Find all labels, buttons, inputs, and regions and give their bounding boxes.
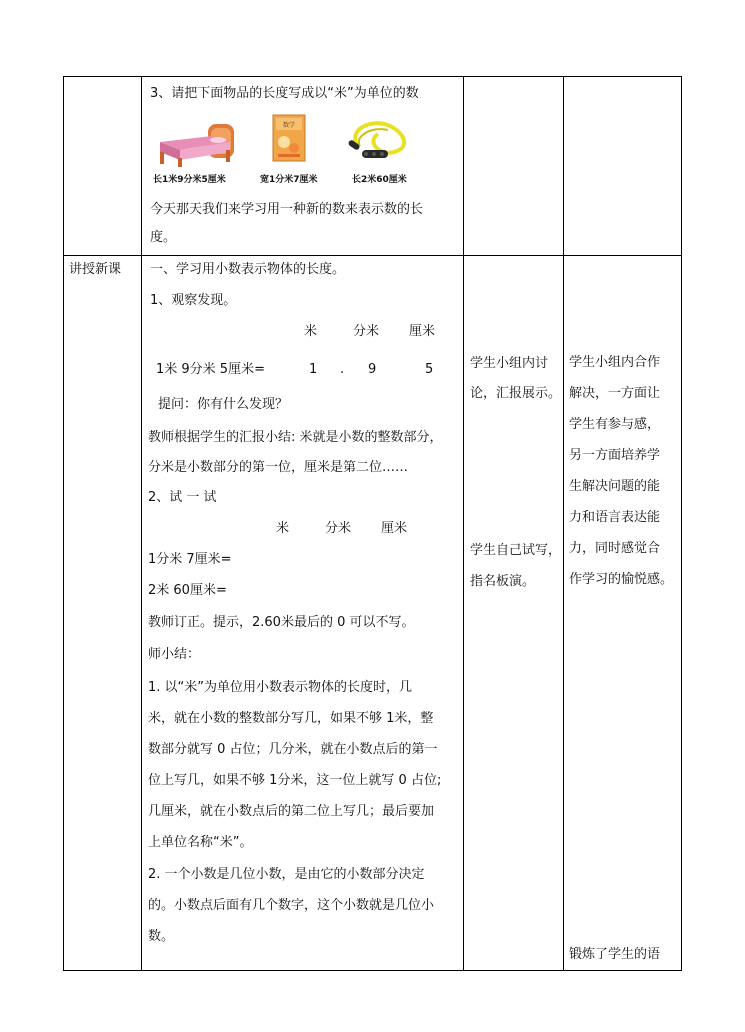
unit-header-centimeter: 厘米 — [409, 324, 436, 339]
summary-paragraph-2-line-1: 2. 一个小数是几位小数，是由它的小数部分决定 — [148, 867, 425, 882]
table-right-border — [681, 76, 682, 971]
equation-1-label: 1米 9分米 5厘米= — [156, 362, 265, 377]
correction-text: 教师订正。提示，2.60米最后的 0 可以不写。 — [148, 615, 415, 630]
summary-paragraph-1-line-4: 位上写几，如果不够 1分米，这一位上就写 0 占位; — [148, 773, 442, 788]
svg-text:数学: 数学 — [282, 122, 296, 129]
table-bottom-border — [63, 970, 682, 971]
intro-text-line1: 今天那天我们来学习用一种新的数来表示数的长 — [150, 202, 424, 217]
summary-paragraph-1-line-1: 1. 以“米”为单位用小数表示物体的长度时，几 — [148, 680, 413, 695]
book-icon — [272, 114, 306, 162]
equation-1-digit-1: 1 — [309, 362, 318, 377]
intro-question: 3、请把下面物品的长度写成以“米”为单位的数 — [150, 86, 419, 101]
table-col-divider-1 — [141, 76, 142, 971]
summary-paragraph-1-line-3: 数部分就写 0 占位；几分米，就在小数点后的第一 — [148, 742, 438, 757]
table-col-divider-2 — [463, 76, 464, 971]
unit-header-decimeter-2: 分米 — [325, 521, 352, 536]
unit-header-centimeter-2: 厘米 — [381, 521, 408, 536]
summary-paragraph-2-line-3: 数。 — [148, 929, 175, 944]
summary-line-2: 分米是小数部分的第一位，厘米是第二位…… — [148, 460, 409, 475]
sub-heading-observe: 1、观察发现。 — [150, 293, 237, 308]
equation-3: 2米 60厘米= — [148, 583, 227, 598]
book-width-label: 宽1分米7厘米 — [260, 175, 318, 185]
student-activity-2-line-2: 指名板演。 — [470, 574, 536, 589]
design-intent-line-1: 学生小组内合作 — [569, 355, 661, 370]
summary-paragraph-1-line-5: 几厘米，就在小数点后的第二位上写几；最后要加 — [148, 804, 435, 819]
summary-paragraph-1-line-2: 米，就在小数的整数部分写几，如果不够 1米，整 — [148, 711, 434, 726]
student-activity-1-line-2: 论，汇报展示。 — [470, 386, 562, 401]
equation-1-decimal-point: . — [340, 362, 345, 377]
question-text: 提问：你有什么发现？ — [158, 397, 289, 412]
student-activity-2-line-1: 学生自己试写， — [470, 543, 562, 558]
design-intent-line-5: 生解决问题的能 — [569, 479, 661, 494]
design-intent-bottom-line: 锻炼了学生的语 — [569, 947, 661, 962]
table-top-border — [63, 76, 682, 77]
design-intent-line-8: 作学习的愉悦感。 — [569, 572, 674, 587]
summary-paragraph-1-line-6: 上单位名称“米”。 — [148, 835, 253, 850]
section-heading: 一、学习用小数表示物体的长度。 — [150, 262, 346, 277]
equation-1-digit-3: 5 — [425, 362, 434, 377]
table-row-divider — [63, 255, 682, 256]
equation-1-digit-2: 9 — [368, 362, 377, 377]
design-intent-line-4: 另一方面培养学 — [569, 448, 661, 463]
section-name: 讲授新课 — [69, 262, 122, 277]
design-intent-line-6: 力和语言表达能 — [569, 510, 661, 525]
design-intent-line-3: 学生有参与感， — [569, 417, 661, 432]
summary-paragraph-2-line-2: 的。小数点后面有几个数字，这个小数就是几位小 — [148, 898, 435, 913]
design-intent-line-2: 解决，一方面让 — [569, 386, 661, 401]
rope-length-label: 长2米60厘米 — [352, 175, 407, 185]
unit-header-meter: 米 — [304, 324, 318, 339]
teacher-summary-heading: 师小结： — [148, 647, 201, 662]
table-col-divider-3 — [563, 76, 564, 971]
summary-line-1: 教师根据学生的汇报小结: 米就是小数的整数部分， — [148, 430, 443, 445]
unit-header-meter-2: 米 — [276, 521, 290, 536]
bed-length-label: 长1米9分米5厘米 — [153, 175, 226, 185]
intro-text-line2: 度。 — [150, 230, 177, 245]
jump-rope-icon — [344, 118, 412, 164]
table-left-border — [63, 76, 64, 971]
equation-2: 1分米 7厘米= — [148, 552, 232, 567]
bed-icon — [156, 120, 238, 168]
unit-header-decimeter: 分米 — [353, 324, 380, 339]
design-intent-line-7: 力，同时感觉合 — [569, 541, 661, 556]
student-activity-1-line-1: 学生小组内讨 — [470, 356, 549, 371]
sub-heading-try: 2、试 一 试 — [148, 490, 217, 505]
